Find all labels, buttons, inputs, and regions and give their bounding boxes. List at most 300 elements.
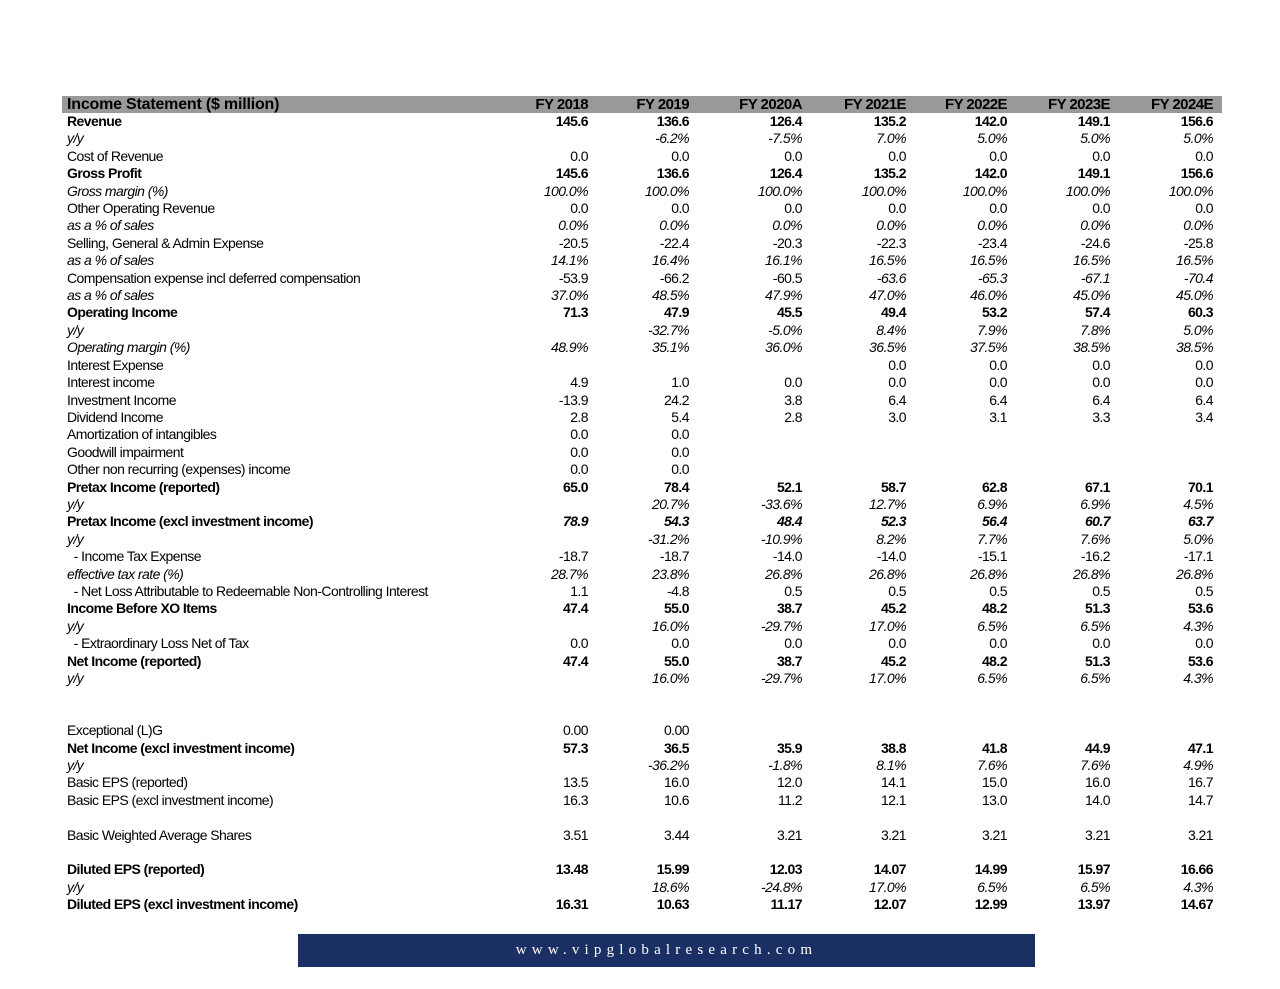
footer-website: www.vipglobalresearch.com xyxy=(515,942,818,958)
row-value: 26.8% xyxy=(970,565,1007,582)
row-value: 45.0% xyxy=(1176,287,1213,304)
row-value: 28.7% xyxy=(551,565,588,582)
table-row xyxy=(62,444,1222,461)
row-value: 100.0% xyxy=(962,182,1007,199)
row-value: 0.0 xyxy=(888,200,906,217)
row-value: 0.0% xyxy=(876,217,906,234)
row-value: 12.99 xyxy=(974,896,1007,913)
row-value: -67.1 xyxy=(1080,269,1110,286)
table-row xyxy=(62,113,1222,130)
table-row xyxy=(62,705,1222,722)
table-row xyxy=(62,357,1222,374)
row-value: 4.9 xyxy=(570,374,588,391)
row-value: -29.7% xyxy=(760,617,802,634)
row-value: 6.5% xyxy=(977,670,1007,686)
row-value: 6.9% xyxy=(977,495,1007,512)
row-value: 5.0% xyxy=(1080,130,1110,147)
row-value: 51.3 xyxy=(1084,652,1110,669)
row-label: Net Income (excl investment income) xyxy=(67,739,295,756)
row-value: 145.6 xyxy=(555,113,588,129)
row-value: 4.3% xyxy=(1183,617,1213,634)
row-value: 52.3 xyxy=(880,513,906,530)
row-value: -36.2% xyxy=(647,757,689,774)
row-label: Goodwill impairment xyxy=(67,443,184,460)
table-row xyxy=(62,322,1222,339)
year-header: FY 2020A xyxy=(739,96,802,113)
row-label: Basic EPS (reported) xyxy=(67,774,188,791)
row-value: 0.0 xyxy=(888,356,906,373)
row-value: 5.0% xyxy=(1183,321,1213,338)
row-value: 0.0 xyxy=(1092,635,1110,652)
row-value: 0.0 xyxy=(671,635,689,652)
row-value: 57.3 xyxy=(562,739,588,756)
row-value: 6.4 xyxy=(989,391,1007,408)
row-value: -7.5% xyxy=(768,130,802,147)
row-label: Operating Income xyxy=(67,304,178,321)
row-value: 3.4 xyxy=(1195,408,1213,425)
row-value: 4.9% xyxy=(1183,757,1213,774)
row-value: 5.0% xyxy=(1183,130,1213,147)
row-value: 3.21 xyxy=(1084,826,1110,843)
table-row xyxy=(62,183,1222,200)
row-value: 3.0 xyxy=(888,408,906,425)
row-value: 60.3 xyxy=(1187,304,1213,321)
row-value: -14.0 xyxy=(772,548,802,565)
row-label: Diluted EPS (excl investment income) xyxy=(67,896,298,913)
row-value: -60.5 xyxy=(772,269,802,286)
row-label: y/y xyxy=(67,321,84,338)
row-label: Diluted EPS (reported) xyxy=(67,861,205,878)
row-value: 0.0 xyxy=(989,200,1007,217)
row-value: 16.1% xyxy=(765,252,802,269)
row-value: 38.5% xyxy=(1176,339,1213,356)
row-value: 26.8% xyxy=(1073,565,1110,582)
table-row xyxy=(62,339,1222,356)
table-row xyxy=(62,287,1222,304)
row-value: 100.0% xyxy=(861,182,906,199)
row-value: 6.4 xyxy=(1092,391,1110,408)
row-value: 6.5% xyxy=(1080,617,1110,634)
row-value: 38.8 xyxy=(880,739,906,756)
row-value: 0.0 xyxy=(1092,374,1110,391)
row-value: 136.6 xyxy=(656,165,689,182)
row-value: 16.5% xyxy=(1073,252,1110,269)
row-value: 38.5% xyxy=(1073,339,1110,356)
row-value: 5.0% xyxy=(1183,530,1213,547)
row-value: 4.3% xyxy=(1183,878,1213,895)
table-row xyxy=(62,809,1222,826)
row-value: 35.1% xyxy=(652,339,689,356)
row-label: - Extraordinary Loss Net of Tax xyxy=(67,635,249,652)
row-value: 47.1 xyxy=(1187,739,1213,756)
row-value: 7.7% xyxy=(977,530,1007,547)
row-value: 11.17 xyxy=(770,896,802,913)
table-row xyxy=(62,757,1222,774)
row-label: Interest Expense xyxy=(67,356,164,373)
row-value: 3.3 xyxy=(1092,408,1110,425)
row-label: y/y xyxy=(67,130,84,147)
row-value: 24.2 xyxy=(663,391,689,408)
footer-banner xyxy=(298,934,1035,967)
row-value: 0.0 xyxy=(989,635,1007,652)
row-value: 142.0 xyxy=(974,113,1007,129)
row-value: 8.4% xyxy=(876,321,906,338)
row-value: 0.5 xyxy=(1092,582,1110,599)
row-value: 0.0 xyxy=(1195,635,1213,652)
row-value: -10.9% xyxy=(760,530,802,547)
year-header: FY 2019 xyxy=(636,96,689,113)
table-row xyxy=(62,670,1222,687)
row-value: 57.4 xyxy=(1084,304,1110,321)
table-row xyxy=(62,879,1222,896)
row-value: -5.0% xyxy=(768,321,802,338)
row-label: y/y xyxy=(67,757,84,774)
row-value: 1.0 xyxy=(671,374,689,391)
row-value: 100.0% xyxy=(1168,182,1213,199)
row-value: 13.5 xyxy=(562,774,588,791)
table-row xyxy=(62,618,1222,635)
row-value: 100.0% xyxy=(1065,182,1110,199)
table-row xyxy=(62,130,1222,147)
row-value: 51.3 xyxy=(1084,600,1110,617)
table-row xyxy=(62,531,1222,548)
row-value: -15.1 xyxy=(977,548,1007,565)
row-value: 0.0 xyxy=(784,147,802,164)
row-value: 5.4 xyxy=(671,408,689,425)
row-value: 11.2 xyxy=(777,791,802,808)
table-row xyxy=(62,548,1222,565)
row-label: Compensation expense incl deferred compensation xyxy=(67,269,361,286)
row-value: 45.2 xyxy=(880,652,906,669)
row-label: y/y xyxy=(67,530,84,547)
row-label: y/y xyxy=(67,670,84,686)
row-value: 6.4 xyxy=(888,391,906,408)
row-value: -1.8% xyxy=(768,757,802,774)
row-value: 14.0 xyxy=(1084,791,1110,808)
table-row xyxy=(62,200,1222,217)
row-label: y/y xyxy=(67,617,84,634)
table-body xyxy=(62,113,1222,914)
row-value: 14.99 xyxy=(974,861,1007,878)
row-value: 0.0 xyxy=(570,147,588,164)
row-value: 12.1 xyxy=(880,791,906,808)
row-value: -17.1 xyxy=(1183,548,1213,565)
row-value: 36.0% xyxy=(765,339,802,356)
row-label: as a % of sales xyxy=(67,252,154,269)
row-value: 0.0 xyxy=(671,147,689,164)
row-value: 14.1 xyxy=(880,774,906,791)
year-header: FY 2021E xyxy=(843,96,906,113)
row-value: 0.0 xyxy=(671,461,689,478)
row-value: 16.5% xyxy=(1176,252,1213,269)
row-value: 78.9 xyxy=(562,513,588,530)
row-value: 6.9% xyxy=(1080,495,1110,512)
row-value: 10.63 xyxy=(656,896,689,913)
table-row xyxy=(62,653,1222,670)
row-value: 12.7% xyxy=(869,495,906,512)
row-value: 14.07 xyxy=(873,861,906,878)
row-value: 14.7 xyxy=(1187,791,1213,808)
row-label: Dividend Income xyxy=(67,408,164,425)
row-value: 7.8% xyxy=(1080,321,1110,338)
row-value: -53.9 xyxy=(558,269,588,286)
row-value: 3.21 xyxy=(776,826,802,843)
row-value: 6.5% xyxy=(1080,670,1110,686)
year-header: FY 2022E xyxy=(944,96,1007,113)
row-value: 17.0% xyxy=(869,617,906,634)
table-row xyxy=(62,827,1222,844)
table-title: Income Statement ($ million) xyxy=(67,96,280,113)
row-value: 0.0% xyxy=(659,217,689,234)
row-label: Gross margin (%) xyxy=(67,182,168,199)
row-value: 52.1 xyxy=(776,478,802,495)
row-label: Basic EPS (excl investment income) xyxy=(67,791,274,808)
table-row xyxy=(62,844,1222,861)
row-value: 0.00 xyxy=(663,722,689,739)
row-value: 3.51 xyxy=(562,826,588,843)
row-label: Basic Weighted Average Shares xyxy=(67,826,252,843)
row-value: -20.5 xyxy=(558,234,588,251)
row-label: Gross Profit xyxy=(67,165,142,182)
row-value: 46.0% xyxy=(970,287,1007,304)
row-value: 0.0 xyxy=(784,374,802,391)
row-value: 0.0 xyxy=(570,426,588,443)
table-row xyxy=(62,513,1222,530)
row-value: 20.7% xyxy=(652,495,689,512)
row-value: 142.0 xyxy=(974,165,1007,182)
row-value: -70.4 xyxy=(1183,269,1213,286)
row-value: 70.1 xyxy=(1187,478,1213,495)
row-value: 0.0 xyxy=(989,356,1007,373)
row-value: 47.4 xyxy=(562,600,588,617)
row-value: 26.8% xyxy=(765,565,802,582)
row-value: 53.6 xyxy=(1187,600,1213,617)
row-value: 0.0 xyxy=(989,147,1007,164)
row-value: 45.0% xyxy=(1073,287,1110,304)
row-value: 65.0 xyxy=(562,478,588,495)
row-value: -16.2 xyxy=(1080,548,1110,565)
row-value: 17.0% xyxy=(869,670,906,686)
row-value: 0.0% xyxy=(772,217,802,234)
row-label: Income Before XO Items xyxy=(67,600,217,617)
row-value: 56.4 xyxy=(981,513,1007,530)
row-value: 0.0 xyxy=(1195,356,1213,373)
row-value: 0.0 xyxy=(1195,374,1213,391)
row-value: 0.0 xyxy=(1092,200,1110,217)
row-value: 13.0 xyxy=(981,791,1007,808)
table-row xyxy=(62,426,1222,443)
row-value: 100.0% xyxy=(757,182,802,199)
row-value: 16.0% xyxy=(652,670,689,686)
row-value: 37.0% xyxy=(551,287,588,304)
row-value: 0.0 xyxy=(784,200,802,217)
row-value: -18.7 xyxy=(558,548,588,565)
row-value: -23.4 xyxy=(977,234,1007,251)
row-value: 13.97 xyxy=(1077,896,1110,913)
row-value: 4.5% xyxy=(1183,495,1213,512)
row-value: 16.4% xyxy=(652,252,689,269)
row-value: 60.7 xyxy=(1084,513,1110,530)
table-row xyxy=(62,566,1222,583)
table-row xyxy=(62,740,1222,757)
row-value: 15.99 xyxy=(656,861,689,878)
row-value: 3.21 xyxy=(880,826,906,843)
row-value: 15.97 xyxy=(1077,861,1110,878)
row-value: -24.8% xyxy=(760,878,802,895)
row-label: Operating margin (%) xyxy=(67,339,190,356)
row-value: 2.8 xyxy=(784,408,802,425)
row-value: 15.0 xyxy=(981,774,1007,791)
row-value: 6.5% xyxy=(977,617,1007,634)
table-row xyxy=(62,235,1222,252)
row-value: 16.0% xyxy=(652,617,689,634)
row-label: Cost of Revenue xyxy=(67,147,164,164)
row-label: Pretax Income (reported) xyxy=(67,478,220,495)
row-value: 0.5 xyxy=(784,582,802,599)
row-value: 0.0 xyxy=(671,426,689,443)
row-value: 12.03 xyxy=(769,861,802,878)
row-value: 13.48 xyxy=(555,861,588,878)
row-value: 26.8% xyxy=(869,565,906,582)
row-value: 0.0 xyxy=(570,635,588,652)
row-value: 126.4 xyxy=(769,165,802,182)
row-label: Net Income (reported) xyxy=(67,652,201,669)
row-label: Selling, General & Admin Expense xyxy=(67,234,264,251)
row-value: -14.0 xyxy=(876,548,906,565)
row-value: 16.5% xyxy=(970,252,1007,269)
row-value: 47.0% xyxy=(869,287,906,304)
row-value: 58.7 xyxy=(880,478,906,495)
table-row xyxy=(62,583,1222,600)
row-value: 7.6% xyxy=(1080,757,1110,774)
row-value: 38.7 xyxy=(776,600,802,617)
row-value: 0.0% xyxy=(558,217,588,234)
row-value: 8.1% xyxy=(876,757,906,774)
row-value: 48.2 xyxy=(981,600,1007,617)
table-row xyxy=(62,304,1222,321)
row-value: 6.5% xyxy=(1080,878,1110,895)
table-row xyxy=(62,165,1222,182)
row-value: 18.6% xyxy=(652,878,689,895)
row-value: 0.0 xyxy=(888,374,906,391)
row-label: Amortization of intangibles xyxy=(67,426,217,443)
row-value: 100.0% xyxy=(543,182,588,199)
row-value: 1.1 xyxy=(570,582,588,599)
row-value: 6.5% xyxy=(977,878,1007,895)
row-value: 54.3 xyxy=(663,513,689,530)
row-value: 100.0% xyxy=(644,182,689,199)
row-value: 0.00 xyxy=(562,722,588,739)
table-row xyxy=(62,774,1222,791)
row-value: 0.0 xyxy=(570,200,588,217)
row-value: 3.21 xyxy=(1187,826,1213,843)
table-row xyxy=(62,635,1222,652)
row-value: 16.3 xyxy=(562,791,588,808)
row-value: 45.5 xyxy=(776,304,802,321)
year-header: FY 2018 xyxy=(535,96,588,113)
table-row xyxy=(62,861,1222,878)
row-value: 53.2 xyxy=(981,304,1007,321)
table-row xyxy=(62,496,1222,513)
row-value: 63.7 xyxy=(1187,513,1213,530)
row-value: 6.4 xyxy=(1195,391,1213,408)
row-value: -63.6 xyxy=(876,269,906,286)
row-value: 55.0 xyxy=(663,652,689,669)
row-value: 0.0% xyxy=(977,217,1007,234)
row-value: 16.0 xyxy=(663,774,689,791)
table-row xyxy=(62,148,1222,165)
table-row xyxy=(62,409,1222,426)
row-value: 47.4 xyxy=(562,652,588,669)
row-value: 36.5 xyxy=(663,739,689,756)
row-value: -29.7% xyxy=(760,670,802,686)
row-value: -13.9 xyxy=(558,391,588,408)
row-value: 53.6 xyxy=(1187,652,1213,669)
row-value: 156.6 xyxy=(1180,165,1213,182)
row-value: 126.4 xyxy=(769,113,802,129)
row-value: 48.9% xyxy=(551,339,588,356)
row-value: 48.4 xyxy=(776,513,802,530)
row-value: 16.5% xyxy=(869,252,906,269)
table-header-row xyxy=(62,96,1222,113)
row-label: Revenue xyxy=(67,113,122,129)
income-statement-table xyxy=(62,96,1222,914)
row-value: -22.4 xyxy=(659,234,689,251)
row-value: 3.21 xyxy=(981,826,1007,843)
row-label: - Income Tax Expense xyxy=(67,548,201,565)
row-label: as a % of sales xyxy=(67,217,154,234)
table-row xyxy=(62,217,1222,234)
year-header: FY 2024E xyxy=(1150,96,1213,113)
row-value: 48.5% xyxy=(652,287,689,304)
row-value: 14.67 xyxy=(1180,896,1213,913)
row-value: 2.8 xyxy=(570,408,588,425)
row-value: 0.0 xyxy=(1195,200,1213,217)
row-value: 41.8 xyxy=(981,739,1007,756)
row-label: y/y xyxy=(67,878,84,895)
table-row xyxy=(62,896,1222,913)
row-value: -18.7 xyxy=(659,548,689,565)
row-value: 37.5% xyxy=(970,339,1007,356)
row-value: 16.7 xyxy=(1187,774,1213,791)
row-value: 47.9% xyxy=(765,287,802,304)
row-value: -22.3 xyxy=(876,234,906,251)
row-value: -31.2% xyxy=(647,530,689,547)
table-row xyxy=(62,479,1222,496)
row-label: Other Operating Revenue xyxy=(67,200,215,217)
row-value: 12.0 xyxy=(776,774,802,791)
row-label: effective tax rate (%) xyxy=(67,565,184,582)
row-value: 78.4 xyxy=(663,478,689,495)
row-value: 55.0 xyxy=(663,600,689,617)
row-value: 7.6% xyxy=(977,757,1007,774)
row-value: 0.0 xyxy=(784,635,802,652)
row-value: -6.2% xyxy=(655,130,689,147)
row-value: 3.8 xyxy=(784,391,802,408)
row-value: 71.3 xyxy=(562,304,588,321)
row-value: 5.0% xyxy=(977,130,1007,147)
row-value: 7.9% xyxy=(977,321,1007,338)
table-row xyxy=(62,270,1222,287)
table-row xyxy=(62,792,1222,809)
row-value: -4.8 xyxy=(667,582,689,599)
table-row xyxy=(62,374,1222,391)
row-value: 16.66 xyxy=(1180,861,1213,878)
row-value: 36.5% xyxy=(869,339,906,356)
row-value: 44.9 xyxy=(1084,739,1110,756)
row-label: Pretax Income (excl investment income) xyxy=(67,513,313,530)
row-value: -33.6% xyxy=(760,495,802,512)
